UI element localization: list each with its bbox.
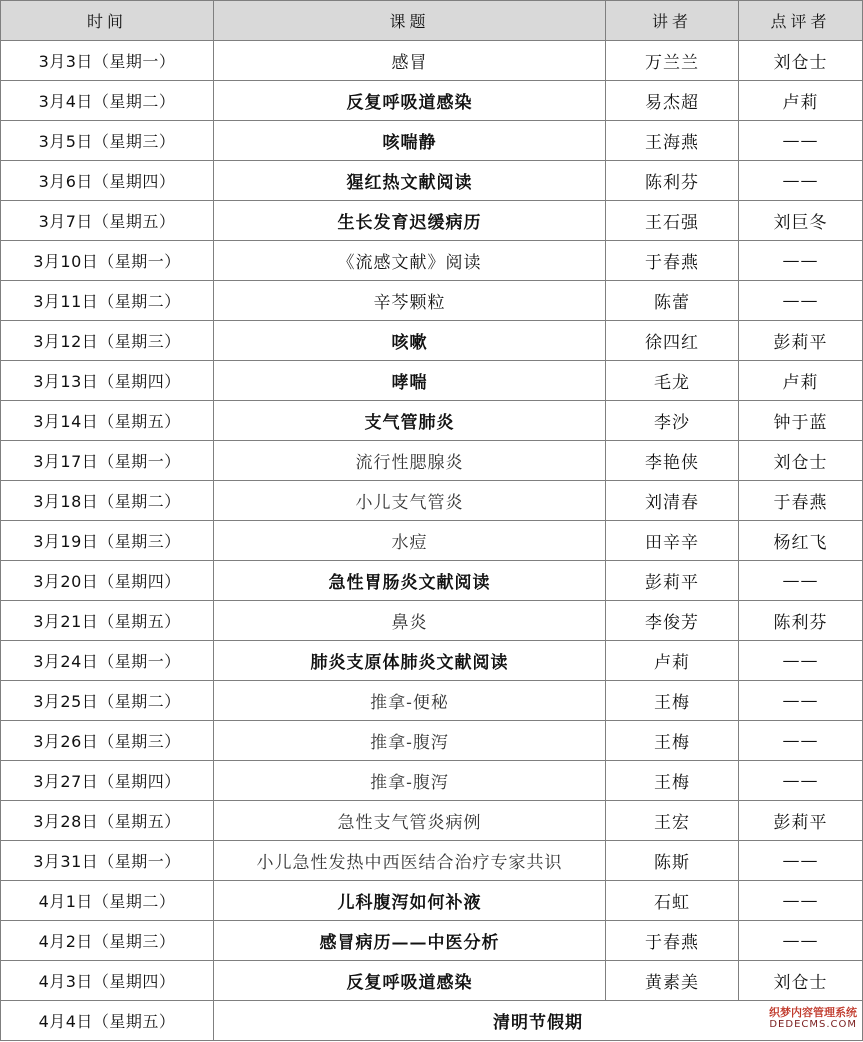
reviewer-cell: —— [739,721,863,761]
date-cell: 3月4日（星期二） [1,81,214,121]
table-row [1,801,863,841]
reviewer-cell: 刘巨冬 [739,201,863,241]
table-row [1,481,863,521]
speaker-cell: 卢莉 [606,641,739,681]
speaker-cell: 刘清春 [606,481,739,521]
speaker-cell: 毛龙 [606,361,739,401]
table-row [1,881,863,921]
topic-cell: 小儿支气管炎 [214,481,606,521]
header-row [1,1,863,41]
table-row [1,81,863,121]
table-row [1,961,863,1001]
table-row [1,601,863,641]
topic-cell: 小儿急性发热中西医结合治疗专家共识 [214,841,606,881]
table-row [1,201,863,241]
topic-cell: 水痘 [214,521,606,561]
reviewer-cell: —— [739,241,863,281]
topic-cell: 感冒 [214,41,606,81]
speaker-cell: 于春燕 [606,921,739,961]
table-row [1,681,863,721]
table-row [1,521,863,561]
topic-cell: 哮喘 [214,361,606,401]
reviewer-cell: —— [739,681,863,721]
speaker-cell: 李沙 [606,401,739,441]
date-cell: 3月18日（星期二） [1,481,214,521]
topic-cell: 咳嗽 [214,321,606,361]
date-cell: 3月19日（星期三） [1,521,214,561]
reviewer-cell: —— [739,761,863,801]
header-topic: 课题 [214,1,606,41]
speaker-cell: 于春燕 [606,241,739,281]
date-cell: 3月21日（星期五） [1,601,214,641]
speaker-cell: 王海燕 [606,121,739,161]
table-row [1,241,863,281]
date-cell: 4月1日（星期二） [1,881,214,921]
table-row [1,641,863,681]
topic-cell: 感冒病历——中医分析 [214,921,606,961]
header-time: 时间 [1,1,214,41]
speaker-cell: 陈蕾 [606,281,739,321]
table-row [1,401,863,441]
reviewer-cell: —— [739,881,863,921]
reviewer-cell: 刘仓士 [739,961,863,1001]
speaker-cell: 王梅 [606,681,739,721]
date-cell: 3月11日（星期二） [1,281,214,321]
speaker-cell: 石虹 [606,881,739,921]
holiday-cell: 清明节假期 [214,1001,863,1041]
reviewer-cell: 陈利芬 [739,601,863,641]
date-cell: 4月2日（星期三） [1,921,214,961]
header-reviewer: 点评者 [739,1,863,41]
date-cell: 3月3日（星期一） [1,41,214,81]
reviewer-cell: —— [739,641,863,681]
table-row [1,361,863,401]
topic-cell: 反复呼吸道感染 [214,961,606,1001]
speaker-cell: 陈利芬 [606,161,739,201]
reviewer-cell: —— [739,921,863,961]
topic-cell: 咳喘静 [214,121,606,161]
speaker-cell: 彭莉平 [606,561,739,601]
site-watermark [769,1007,857,1030]
topic-cell: 反复呼吸道感染 [214,81,606,121]
speaker-cell: 李艳侠 [606,441,739,481]
topic-cell: 儿科腹泻如何补液 [214,881,606,921]
table-row [1,281,863,321]
date-cell: 3月17日（星期一） [1,441,214,481]
speaker-cell: 徐四红 [606,321,739,361]
reviewer-cell: 杨红飞 [739,521,863,561]
date-cell: 3月20日（星期四） [1,561,214,601]
date-cell: 3月31日（星期一） [1,841,214,881]
reviewer-cell: —— [739,121,863,161]
speaker-cell: 黄素美 [606,961,739,1001]
reviewer-cell: 彭莉平 [739,321,863,361]
topic-cell: 推拿-腹泻 [214,761,606,801]
date-cell: 3月28日（星期五） [1,801,214,841]
date-cell: 4月4日（星期五） [1,1001,214,1041]
table-row [1,721,863,761]
holiday-row [1,1001,863,1041]
reviewer-cell: 刘仓士 [739,41,863,81]
watermark-title: 织梦内容管理系统 [769,1005,857,1019]
topic-cell: 流行性腮腺炎 [214,441,606,481]
topic-cell: 猩红热文献阅读 [214,161,606,201]
speaker-cell: 王梅 [606,721,739,761]
date-cell: 3月13日（星期四） [1,361,214,401]
date-cell: 3月14日（星期五） [1,401,214,441]
topic-cell: 生长发育迟缓病历 [214,201,606,241]
date-cell: 3月7日（星期五） [1,201,214,241]
speaker-cell: 李俊芳 [606,601,739,641]
date-cell: 3月27日（星期四） [1,761,214,801]
reviewer-cell: 刘仓士 [739,441,863,481]
table-row [1,441,863,481]
reviewer-cell: —— [739,561,863,601]
reviewer-cell: —— [739,161,863,201]
reviewer-cell: —— [739,841,863,881]
topic-cell: 推拿-便秘 [214,681,606,721]
reviewer-cell: 钟于蓝 [739,401,863,441]
topic-cell: 支气管肺炎 [214,401,606,441]
reviewer-cell: 彭莉平 [739,801,863,841]
date-cell: 4月3日（星期四） [1,961,214,1001]
date-cell: 3月6日（星期四） [1,161,214,201]
table-row [1,761,863,801]
speaker-cell: 王梅 [606,761,739,801]
reviewer-cell: 卢莉 [739,81,863,121]
watermark-domain: DEDECMS.COM [769,1019,857,1030]
table-row [1,121,863,161]
table-row [1,161,863,201]
date-cell: 3月26日（星期三） [1,721,214,761]
speaker-cell: 王石强 [606,201,739,241]
date-cell: 3月5日（星期三） [1,121,214,161]
reviewer-cell: —— [739,281,863,321]
table-row [1,841,863,881]
speaker-cell: 陈斯 [606,841,739,881]
speaker-cell: 易杰超 [606,81,739,121]
speaker-cell: 万兰兰 [606,41,739,81]
reviewer-cell: 于春燕 [739,481,863,521]
speaker-cell: 田辛辛 [606,521,739,561]
schedule-body [1,41,863,1041]
table-row [1,41,863,81]
table-row [1,921,863,961]
topic-cell: 急性支气管炎病例 [214,801,606,841]
table-row [1,321,863,361]
topic-cell: 急性胃肠炎文献阅读 [214,561,606,601]
header-speaker: 讲者 [606,1,739,41]
reviewer-cell: 卢莉 [739,361,863,401]
date-cell: 3月12日（星期三） [1,321,214,361]
topic-cell: 辛芩颗粒 [214,281,606,321]
date-cell: 3月10日（星期一） [1,241,214,281]
topic-cell: 鼻炎 [214,601,606,641]
date-cell: 3月25日（星期二） [1,681,214,721]
topic-cell: 推拿-腹泻 [214,721,606,761]
topic-cell: 肺炎支原体肺炎文献阅读 [214,641,606,681]
speaker-cell: 王宏 [606,801,739,841]
table-row [1,561,863,601]
date-cell: 3月24日（星期一） [1,641,214,681]
topic-cell: 《流感文献》阅读 [214,241,606,281]
